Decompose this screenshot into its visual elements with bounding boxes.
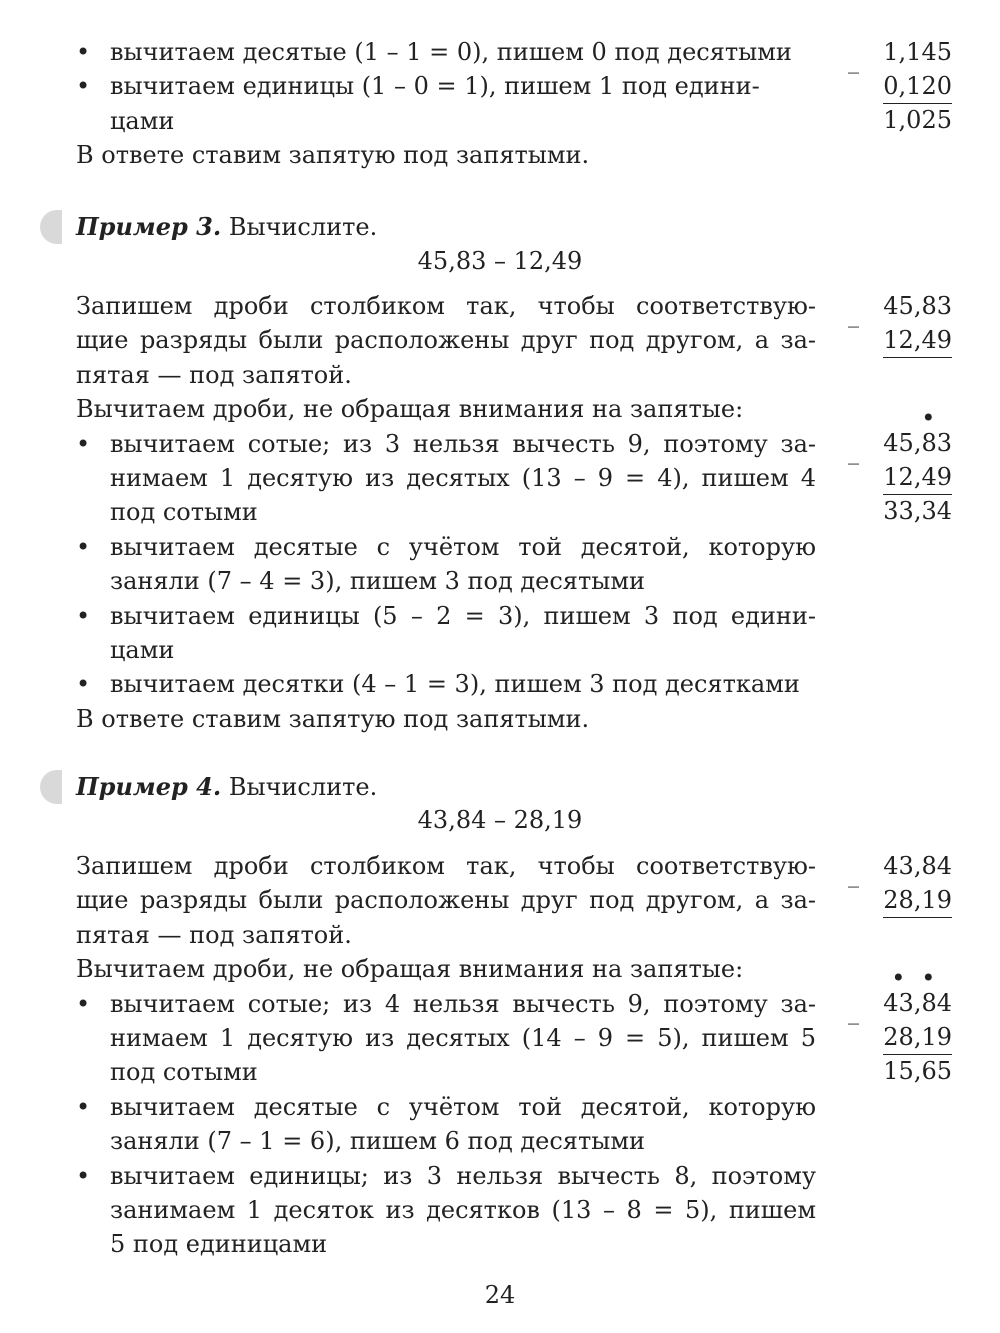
column-result: 1,025 — [883, 106, 952, 134]
list-item-continuation: нимаем 1 десятую из десятых (13 – 9 = 4), пишем 4 — [110, 463, 816, 492]
top-section-text — [76, 35, 816, 173]
column-minuend-row — [848, 289, 952, 328]
column-minuend: 45,83 — [883, 292, 952, 320]
column-result: 33,34 — [883, 497, 952, 525]
example-4-expression: 43,84 – 28,19 — [417, 806, 583, 834]
paragraph-line: Вычитаем дроби, не обращая внимания на запятые: — [76, 395, 744, 424]
column-minuend-row — [848, 849, 952, 888]
minus-sign: _ — [848, 1000, 859, 1025]
list-item — [76, 1159, 816, 1193]
column-subtraction-ex3-setup — [848, 289, 952, 357]
borrow-dot: • — [921, 964, 936, 992]
minus-sign: _ — [848, 49, 859, 74]
list-item-text: вычитаем десятые с учётом той десятой, которую — [110, 1092, 816, 1121]
paragraph-line: Запишем дроби столбиком так, чтобы соответствую- — [76, 852, 816, 880]
column-minuend-value: 43,84 — [883, 989, 952, 1017]
list-item-continuation: под сотыми — [110, 1058, 258, 1087]
column-result-row — [848, 1054, 952, 1088]
list-item-continuation: заняли (7 – 4 = 3), пишем 3 под десятыми — [110, 567, 645, 596]
minus-sign: _ — [848, 863, 859, 888]
list-item-continuation: 5 под единицами — [110, 1230, 328, 1259]
column-subtrahend: 0,120 — [883, 69, 952, 104]
column-subtrahend-row — [848, 323, 952, 357]
borrow-dot: • — [891, 964, 906, 992]
paragraph-line: щие разряды были расположены друг под другом, а за- — [76, 886, 816, 915]
column-subtrahend: 28,19 — [883, 1020, 952, 1055]
column-minuend: 43,84 — [883, 852, 952, 880]
example-3-expression: 45,83 – 12,49 — [417, 247, 583, 275]
paragraph-line: пятая — под запятой. — [76, 360, 352, 389]
example-3-title — [76, 210, 377, 244]
list-item-text: вычитаем десятые (1 – 1 = 0), пишем 0 под десятыми — [110, 38, 792, 66]
paragraph-line: В ответе ставим запятую под запятыми. — [76, 704, 590, 733]
list-item-continuation: цами — [110, 635, 175, 664]
list-item-text: вычитаем единицы; из 3 нельзя вычесть 8, поэтому — [110, 1161, 816, 1190]
list-item — [76, 987, 816, 1021]
bullet-marker: • — [76, 532, 91, 561]
list-item — [76, 667, 816, 701]
bullet-marker: • — [76, 989, 91, 1018]
column-subtraction-top — [848, 35, 952, 137]
example-4-title — [76, 770, 377, 804]
list-item — [76, 427, 816, 461]
bullet-marker: • — [76, 72, 91, 101]
column-minuend — [883, 404, 952, 460]
paragraph-line: щие разряды были расположены друг под другом, а за- — [76, 326, 816, 355]
column-subtrahend-row — [848, 883, 952, 917]
paragraph-line: Вычитаем дроби, не обращая внимания на запятые: — [76, 955, 744, 984]
bullet-marker: • — [76, 38, 91, 66]
column-subtrahend-row — [848, 69, 952, 103]
paragraph-line: пятая — под запятой. — [76, 920, 352, 949]
list-item-text: вычитаем единицы (5 – 2 = 3), пишем 3 под едини- — [110, 601, 816, 630]
example-instruction: Вычислите. — [228, 213, 378, 241]
column-minuend-row — [848, 404, 952, 465]
column-subtraction-ex3-solution — [848, 404, 952, 528]
paragraph-line: В ответе ставим запятую под запятыми. — [76, 141, 590, 170]
list-item-continuation: нимаем 1 десятую из десятых (14 – 9 = 5), пишем 5 — [110, 1023, 816, 1052]
column-subtrahend-row — [848, 460, 952, 494]
column-result-row — [848, 494, 952, 528]
column-minuend — [883, 964, 952, 1020]
list-item-continuation: заняли (7 – 1 = 6), пишем 6 под десятыми — [110, 1127, 645, 1156]
bullet-marker: • — [76, 429, 91, 458]
borrow-dot: • — [921, 404, 936, 432]
column-minuend-row — [848, 964, 952, 1025]
bullet-marker: • — [76, 601, 91, 630]
example-4-text — [76, 849, 816, 1262]
page-number: 24 — [484, 1281, 516, 1309]
column-subtrahend: 12,49 — [883, 460, 952, 495]
example-label: Пример 4. — [76, 772, 222, 801]
list-item — [76, 530, 816, 564]
list-item-continuation: под сотыми — [110, 498, 258, 527]
list-item-text: вычитаем сотые; из 4 нельзя вычесть 9, поэтому за- — [110, 989, 816, 1018]
paragraph-line: Запишем дроби столбиком так, чтобы соответствую- — [76, 292, 816, 320]
list-item-continuation: занимаем 1 десяток из десятков (13 – 8 = 5), пишем — [110, 1195, 816, 1224]
example-tab-marker — [40, 770, 62, 804]
column-subtrahend-row — [848, 1020, 952, 1054]
column-subtrahend: 28,19 — [883, 883, 952, 918]
minus-sign: _ — [848, 303, 859, 328]
column-minuend: 1,145 — [883, 38, 952, 66]
column-subtraction-ex4-solution — [848, 964, 952, 1088]
bullet-marker: • — [76, 1092, 91, 1121]
list-item-text: вычитаем единицы (1 – 0 = 1), пишем 1 под едини- — [110, 72, 760, 101]
column-result: 15,65 — [883, 1057, 952, 1085]
column-subtrahend: 12,49 — [883, 323, 952, 358]
column-minuend-value: 45,83 — [883, 429, 952, 457]
list-item-text: вычитаем сотые; из 3 нельзя вычесть 9, поэтому за- — [110, 429, 816, 458]
list-item-text: вычитаем десятые с учётом той десятой, которую — [110, 532, 816, 561]
example-tab-marker — [40, 210, 62, 244]
column-result-row — [848, 103, 952, 137]
list-item — [76, 69, 816, 103]
column-subtraction-ex4-setup — [848, 849, 952, 917]
example-label: Пример 3. — [76, 212, 222, 241]
minus-sign: _ — [848, 440, 859, 465]
list-item — [76, 599, 816, 633]
list-item — [76, 35, 816, 69]
example-instruction: Вычислите. — [228, 773, 378, 801]
example-3-text — [76, 289, 816, 736]
bullet-marker: • — [76, 670, 91, 699]
list-item-text: вычитаем десятки (4 – 1 = 3), пишем 3 под десятками — [110, 670, 800, 699]
bullet-marker: • — [76, 1161, 91, 1190]
column-minuend-row — [848, 35, 952, 74]
list-item-continuation: цами — [110, 106, 175, 135]
list-item — [76, 1090, 816, 1124]
